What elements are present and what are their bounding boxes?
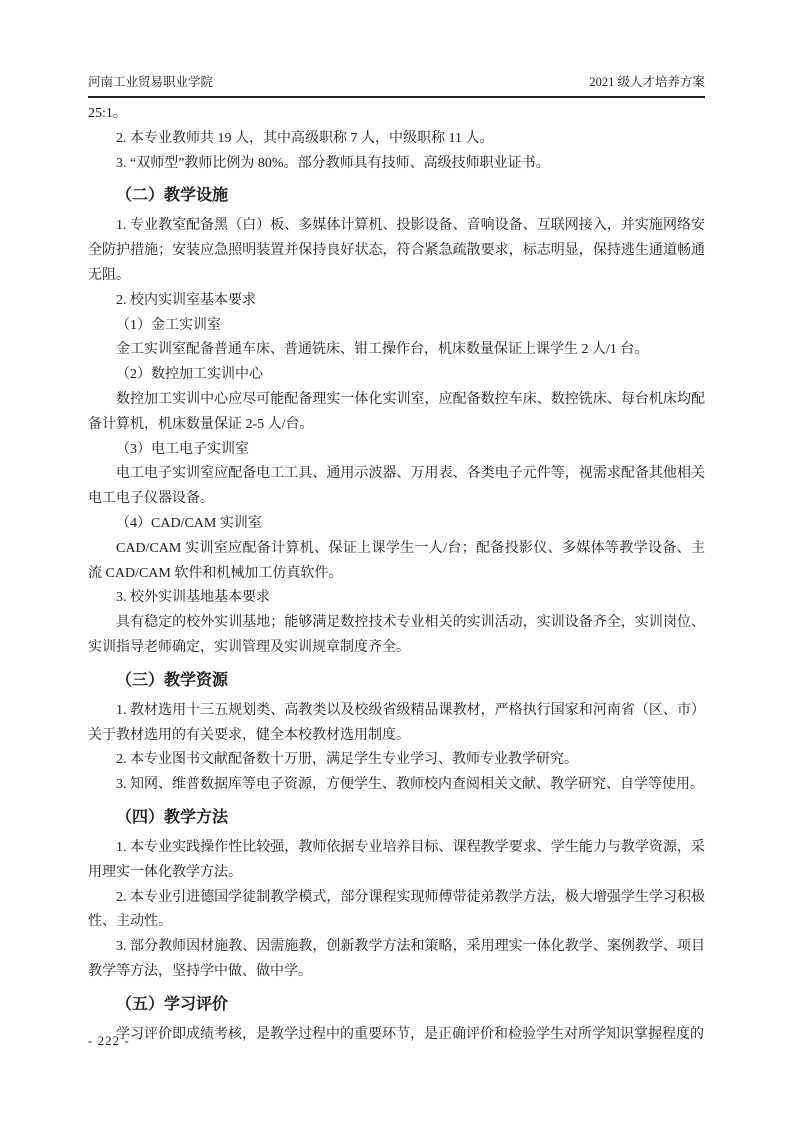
header-school-name: 河南工业贸易职业学院 (88, 75, 214, 89)
paragraph-cnc-machining-center: 数控加工实训中心应尽可能配备理实一体化实训室，应配备数控车床、数控铣床、每台机床均配备计算机，机床数量保证 2-5 人/台。 (88, 391, 705, 432)
paragraph-offcampus-base-requirements: 3. 校外实训基地基本要求 (116, 590, 270, 606)
page-header (88, 72, 705, 98)
paragraph-metalwork-training-room: 金工实训室配备普通车床、普通铣床、钳工操作台，机床数量保证上课学生 2 人/1 台。 (116, 342, 649, 358)
paragraph-teacher-count: 2. 本专业教师共 19 人，其中高级职称 7 人，中级职称 11 人。 (116, 130, 494, 146)
paragraph-student-teacher-ratio: 25:1。 (88, 106, 127, 121)
subheading-metalwork-training-room: （1）金工实训室 (116, 317, 221, 333)
paragraph-learning-evaluation-intro: 学习评价即成绩考核，是教学过程中的重要环节，是正确评价和检验学生对所学知识掌握程度的 (116, 1026, 704, 1042)
page-number: - 222 - (88, 1033, 130, 1048)
subheading-cadcam-room: （4）CAD/CAM 实训室 (116, 515, 262, 531)
subheading-electrical-electronics-room: （3）电工电子实训室 (116, 441, 249, 457)
paragraph-german-apprenticeship-model: 2. 本专业引进德国学徒制教学模式，部分课程实现师傅带徒弟教学方法，极大增强学生学习积极性、主动性。 (88, 889, 705, 930)
paragraph-innovative-teaching-methods: 3. 部分教师因材施教、因需施教，创新教学方法和策略，采用理实一体化教学、案例教学、项目教学等方法，坚持学中做、做中学。 (88, 939, 705, 979)
paragraph-campus-training-room-requirements: 2. 校内实训室基本要求 (116, 292, 256, 308)
heading-teaching-resources: （三）教学资源 (116, 671, 229, 689)
paragraph-practice-oriented-teaching: 1. 本专业实践操作性比较强，教师依据专业培养目标、课程教学要求、学生能力与教学资源，采用理实一体化教学方法。 (88, 839, 705, 880)
paragraph-library-collection: 2. 本专业图书文献配备数十万册，满足学生专业学习、教师专业教学研究。 (116, 752, 578, 768)
heading-teaching-facilities: （二）教学设施 (116, 187, 229, 205)
paragraph-dual-qualified-teachers: 3. “双师型”教师比例为 80%。部分教师具有技师、高级技师职业证书。 (116, 155, 550, 171)
paragraph-offcampus-base-description: 具有稳定的校外实训基地；能够满足数控技术专业相关的实训活动，实训设备齐全，实训岗位、实训指导老师确定，实训管理及实训规章制度齐全。 (88, 615, 705, 655)
subheading-cnc-machining-center: （2）数控加工实训中心 (116, 367, 263, 383)
paragraph-classroom-equipment: 1. 专业教室配备黑（白）板、多媒体计算机、投影设备、音响设备、互联网接入，并实施网络安全防护措施；安装应急照明装置并保持良好状态，符合紧急疏散要求，标志明显，保持逃生通道畅通无阻。 (88, 218, 705, 283)
heading-learning-evaluation: （五）学习评价 (116, 995, 229, 1013)
paragraph-cadcam-room: CAD/CAM 实训室应配备计算机、保证上课学生一人/台；配备投影仪、多媒体等教学设备、主流 CAD/CAM 软件和机械加工仿真软件。 (88, 540, 705, 581)
page-footer (88, 1032, 130, 1050)
header-plan-title: 2021 级人才培养方案 (589, 75, 705, 89)
paragraph-electrical-electronics-room: 电工电子实训室应配备电工工具、通用示波器、万用表、各类电子元件等，视需求配备其他相关电工电子仪器设备。 (88, 466, 705, 507)
heading-teaching-methods: （四）教学方法 (116, 808, 229, 826)
paragraph-digital-resources: 3. 知网、维普数据库等电子资源，方便学生、教师校内查阅相关文献、教学研究、自学等使用。 (116, 777, 704, 793)
paragraph-textbook-selection: 1. 教材选用十三五规划类、高教类以及校级省级精品课教材，严格执行国家和河南省（区、市）关于教材选用的有关要求，健全本校教材选用制度。 (88, 702, 705, 743)
document-body (88, 102, 705, 1048)
